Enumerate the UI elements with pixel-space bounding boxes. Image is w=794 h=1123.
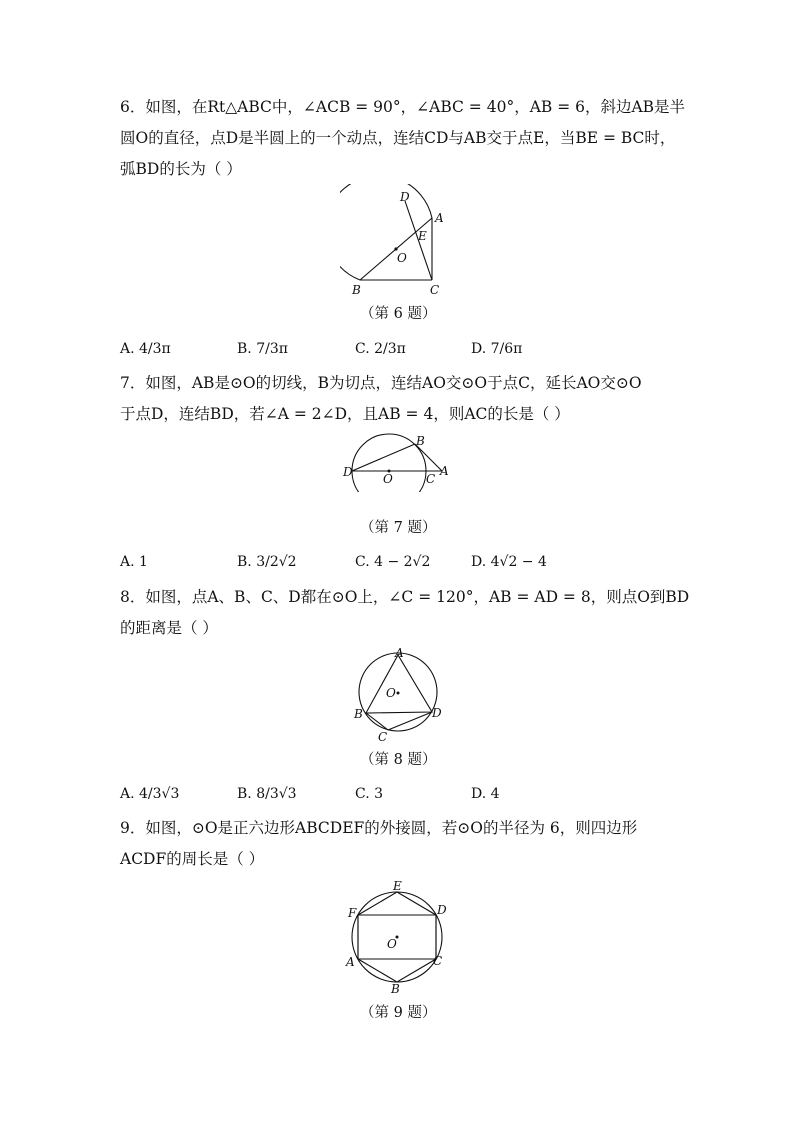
q6-label-C: C <box>430 283 440 297</box>
q8-label-D: D <box>432 706 442 720</box>
q7-figure <box>340 432 455 492</box>
q8-label-A: A <box>395 646 404 660</box>
q8-text-line1: 8．如图，点A、B、C、D都在⊙O上，∠C = 120°，AB = AD = 8，则点O到BD <box>120 588 690 606</box>
q9-text-line2: ACDF的周长是（ ） <box>120 850 265 868</box>
q7-option-a[interactable]: A. 1 <box>120 554 148 570</box>
q8-option-c[interactable]: C. 3 <box>355 786 384 802</box>
q6-text-line2: 圆O的直径，点D是半圆上的一个动点，连结CD与AB交于点E，当BE = BC时， <box>120 129 676 147</box>
q8-text-line2: 的距离是（ ） <box>120 619 218 637</box>
q6-option-a[interactable]: A. 4/3π <box>120 341 171 357</box>
q6-label-A: A <box>435 211 444 225</box>
q9-label-E: E <box>393 879 402 893</box>
q9-label-D: D <box>437 903 447 917</box>
q7-option-d[interactable]: D. 4√2 − 4 <box>471 554 547 570</box>
q8-center-dot <box>397 692 400 695</box>
q8-options <box>120 786 680 808</box>
q6-figure <box>340 184 460 299</box>
q9-label-F: F <box>348 906 357 920</box>
q6-option-d[interactable]: D. 7/6π <box>471 341 523 357</box>
q7-tangent-AB <box>415 444 442 471</box>
q6-label-E: E <box>418 229 427 243</box>
q7-text-line2: 于点D，连结BD，若∠A = 2∠D，且AB = 4，则AC的长是（ ） <box>120 405 570 423</box>
q6-label-B: B <box>352 283 361 297</box>
q8-triangle-ABD <box>366 655 432 713</box>
q8-option-d[interactable]: D. 4 <box>471 786 500 802</box>
q7-option-c[interactable]: C. 4 − 2√2 <box>355 554 431 570</box>
q9-label-C: C <box>433 954 443 968</box>
q6-label-D: D <box>400 190 410 204</box>
q7-label-A: A <box>440 464 449 478</box>
q8-label-C: C <box>378 730 388 744</box>
q6-text-line1: 6．如图，在Rt△ABC中，∠ACB = 90°，∠ABC = 40°，AB = 6，斜边AB是半 <box>120 98 686 116</box>
q9-label-O: O <box>387 937 397 951</box>
q7-chord-BD <box>352 444 415 471</box>
q6-option-b[interactable]: B. 7/3π <box>237 341 288 357</box>
q8-figure <box>348 646 448 746</box>
q8-option-b[interactable]: B. 8/3√3 <box>237 786 297 802</box>
q8-caption: （第 8 题） <box>360 752 437 768</box>
q8-label-O: O <box>386 686 396 700</box>
q7-label-B: B <box>416 434 425 448</box>
q9-figure <box>338 876 458 998</box>
q8-option-a[interactable]: A. 4/3√3 <box>120 786 180 802</box>
q9-text-line1: 9．如图，⊙O是正六边形ABCDEF的外接圆，若⊙O的半径为 6，则四边形 <box>120 819 638 837</box>
q6-label-O: O <box>397 251 407 265</box>
q7-text-line1: 7．如图，AB是⊙O的切线，B为切点，连结AO交⊙O于点C，延长AO交⊙O <box>120 374 642 392</box>
q6-caption: （第 6 题） <box>360 306 437 322</box>
q6-text-line3: 弧BD的长为（ ） <box>120 160 242 178</box>
q8-label-B: B <box>354 707 363 721</box>
q8-chord-BC <box>366 713 388 730</box>
q8-chord-CD <box>388 712 432 730</box>
q7-caption: （第 7 题） <box>360 520 437 536</box>
q7-options <box>120 554 680 576</box>
q7-label-O: O <box>383 472 393 486</box>
q7-option-b[interactable]: B. 3/2√2 <box>237 554 297 570</box>
q9-label-B: B <box>391 982 400 996</box>
q9-caption: （第 9 题） <box>360 1005 437 1021</box>
q6-options <box>120 341 680 363</box>
q7-label-D: D <box>343 465 353 479</box>
q7-label-C: C <box>426 472 436 486</box>
q6-option-c[interactable]: C. 2/3π <box>355 341 406 357</box>
q9-label-A: A <box>346 955 355 969</box>
